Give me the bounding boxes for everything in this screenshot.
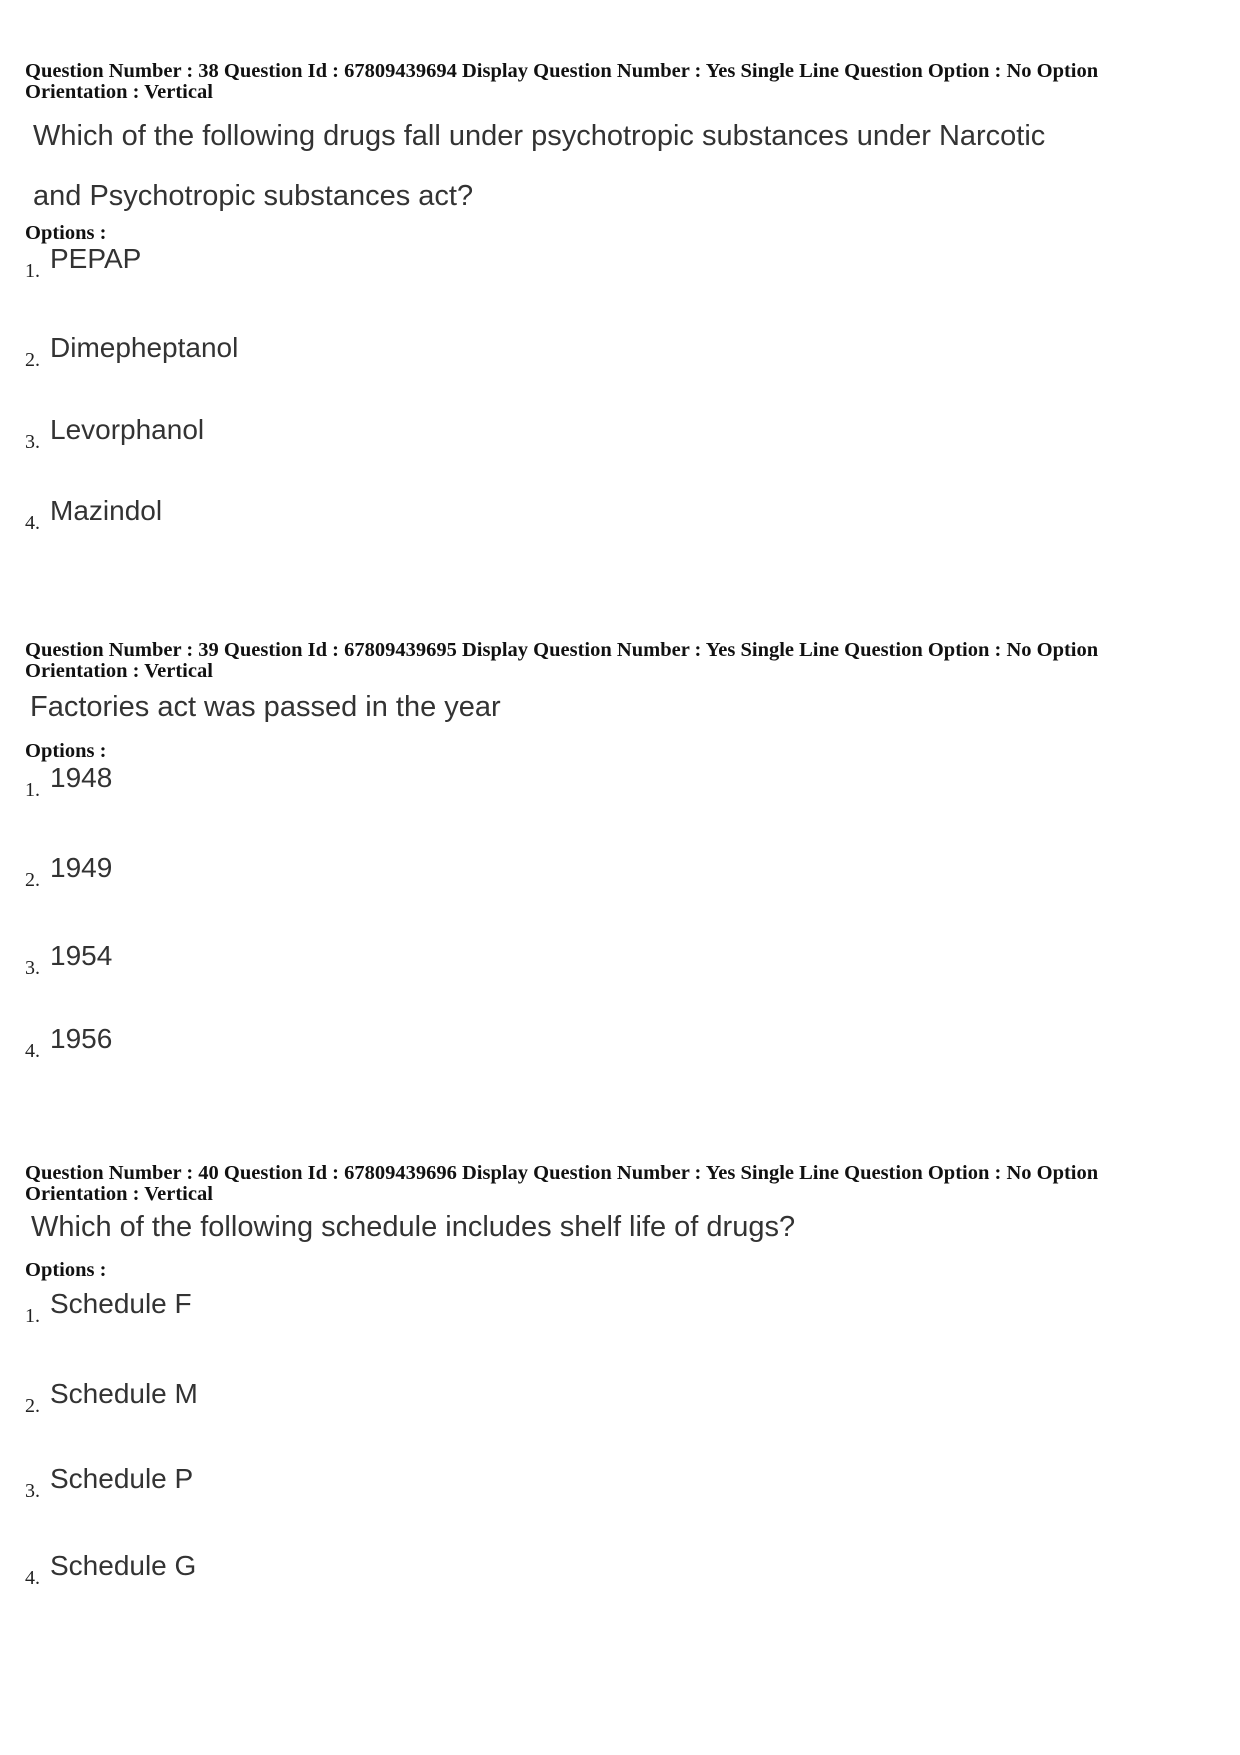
option-text: 1954 [50,940,113,971]
option-item[interactable] [25,852,1215,892]
option-item[interactable] [25,1023,1215,1063]
option-number: 4. [25,1567,40,1589]
question-block-38 [25,61,1215,535]
option-text: Levorphanol [50,414,205,445]
question-meta-line: Question Number : 39 Question Id : 67809439695 Display Question Number : Yes Single Line Question Option : No Option [25,639,1099,661]
question-stem [31,1205,1215,1259]
question-stem [30,682,1215,740]
option-text: Schedule F [50,1288,192,1319]
question-meta-orientation: Orientation : Vertical [25,660,213,682]
option-item[interactable] [25,1378,1215,1418]
question-stem-line: Which of the following drugs fall under psychotropic substances under Narcotic [33,120,1046,152]
options-label: Options : [25,222,107,244]
question-meta-line: Question Number : 38 Question Id : 67809439694 Display Question Number : Yes Single Line Question Option : No Option [25,60,1099,82]
option-number: 4. [25,512,40,534]
option-text: Dimepheptanol [50,332,239,363]
option-number: 1. [25,779,40,801]
option-number: 1. [25,1305,40,1327]
option-list [25,1288,1215,1590]
option-number: 4. [25,1040,40,1062]
question-meta-orientation: Orientation : Vertical [25,81,213,103]
question-stem-line: Which of the following schedule includes shelf life of drugs? [31,1211,796,1243]
option-item[interactable] [25,940,1215,980]
option-text: 1949 [50,852,113,883]
option-text: Mazindol [50,495,163,526]
question-block-39 [25,640,1215,1063]
option-text: 1956 [50,1023,113,1054]
question-meta-line: Question Number : 40 Question Id : 67809439696 Display Question Number : Yes Single Line Question Option : No Option [25,1162,1099,1184]
option-item[interactable] [25,1463,1215,1503]
option-number: 3. [25,1480,40,1502]
option-list [25,762,1215,1063]
question-stem-line: and Psychotropic substances act? [33,180,474,212]
option-number: 2. [25,869,40,891]
question-meta-orientation: Orientation : Vertical [25,1183,213,1205]
option-item[interactable] [25,1288,1215,1328]
option-item[interactable] [25,495,1215,535]
option-item[interactable] [25,1550,1215,1590]
option-number: 2. [25,1395,40,1417]
option-text: Schedule P [50,1463,194,1494]
question-stem-line: Factories act was passed in the year [30,691,501,723]
question-block-40 [25,1163,1215,1590]
option-text: Schedule G [50,1550,197,1581]
option-text: PEPAP [50,243,142,274]
option-number: 1. [25,260,40,282]
question-stem [33,103,1215,222]
option-item[interactable] [25,762,1215,802]
option-item[interactable] [25,332,1215,372]
options-label: Options : [25,740,107,762]
option-list [25,243,1215,535]
option-number: 3. [25,957,40,979]
option-text: Schedule M [50,1378,198,1409]
option-number: 2. [25,349,40,371]
option-item[interactable] [25,243,1215,283]
option-item[interactable] [25,414,1215,454]
options-label: Options : [25,1259,107,1281]
option-number: 3. [25,431,40,453]
option-text: 1948 [50,762,113,793]
